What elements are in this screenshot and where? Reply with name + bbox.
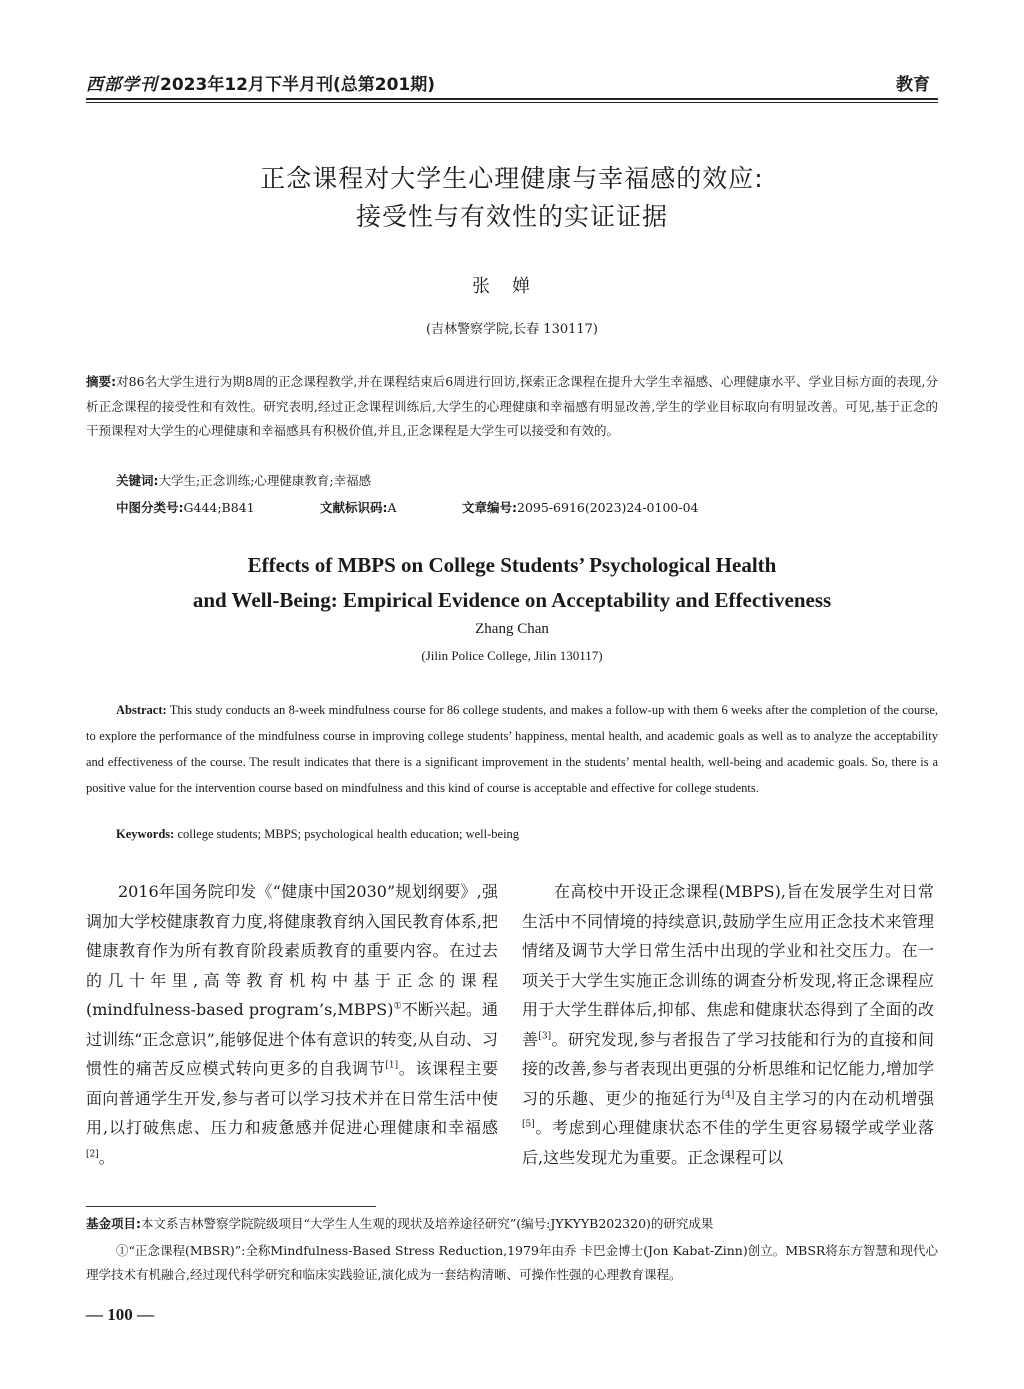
title-en-line2: and Well-Being: Empirical Evidence on Acceptability and Effectiveness	[192, 588, 832, 612]
citation-ref[interactable]: [2]	[86, 1149, 99, 1160]
article-label: 文章编号:	[462, 500, 517, 515]
keywords-en	[116, 827, 519, 842]
keywords-en-text: college students; MBPS; psychological health education; well-being	[177, 827, 520, 841]
document-code	[320, 498, 397, 516]
title-cn-line1: 正念课程对大学生心理健康与幸福感的效应:	[260, 164, 764, 193]
doc-label: 文献标识码:	[320, 500, 388, 515]
body-text: 及自主学习的内在动机增强	[734, 1088, 934, 1108]
body-text: 。	[98, 1147, 115, 1167]
journal-logo: 西部学刊	[86, 75, 158, 95]
clc-value: G444;B841	[183, 500, 255, 515]
abstract-cn-text: 对86名大学生进行为期8周的正念课程教学,并在课程结束后6周进行回访,探索正念课程在提升大学生幸福感、心理健康水平、学业目标方面的表现,分析正念课程的接受性和有效性。研究表明,经过正念课程训练后,大学生的心理健康和幸福感有明显改善,学生的学业目标取向有明显改善。可见,基于正念的干预课程对大学生的心理健康和幸福感具有积极价值,并且,正念课程是大学生可以接受和有效的。	[86, 374, 938, 438]
body-text: 在高校中开设正念课程(MBPS),旨在发展学生对日常生活中不同情境的持续意识,鼓励学生应用正念技术来管理情绪及调节大学日常生活中出现的学业和社交压力。在一项关于大学生实施正念训练的调查分析发现,将正念课程应用于大学生群体后,抑郁、焦虑和健康状态得到了全面的改善	[522, 882, 934, 1049]
page-number: — 100 —	[86, 1305, 154, 1324]
title-cn-line2: 接受性与有效性的实证证据	[355, 202, 668, 231]
body-text: 不断兴起。通过训练“正念意识”,能够促进个体有意识的转变,从自动、习惯性的痛苦反应模式转向更多的自我调节	[86, 1000, 498, 1078]
keywords-cn	[116, 471, 371, 489]
clc-number	[116, 498, 255, 516]
keywords-en-label: Keywords:	[116, 827, 175, 841]
footnote-marker[interactable]: ①	[393, 1001, 402, 1012]
abstract-cn-label: 摘要:	[86, 374, 117, 389]
citation-ref[interactable]: [3]	[538, 1031, 552, 1042]
header-divider-thin	[86, 102, 938, 103]
citation-ref[interactable]: [1]	[385, 1060, 399, 1071]
article-number	[462, 498, 698, 516]
affiliation-cn: (吉林警察学院,长春 130117)	[425, 322, 599, 337]
footnote-1: ①“正念课程(MBSR)”:全称Mindfulness-Based Stress Reduction,1979年由乔 卡巴金博士(Jon Kabat-Zinn)创立。MBSR将东方智慧和现代心理学技术有机融合,经过现代科学研究和临床实践验证,演化成为一套结构清晰、可操作性强的心理教育课程。	[86, 1243, 938, 1282]
keywords-cn-text: 大学生;正念训练;心理健康教育;幸福感	[158, 473, 372, 488]
header-divider	[86, 98, 938, 100]
body-text: 2016年国务院印发《“健康中国2030”规划纲要》,强调加大学校健康教育力度,将健康教育纳入国民教育体系,把健康教育作为所有教育阶段素质教育的重要内容。在过去的几十年里,高等教育机构中基于正念的课程(mindfulness-based program’s,MBPS)	[86, 882, 498, 1019]
affiliation-en: (Jilin Police College, Jilin 130117)	[421, 648, 603, 663]
body-text: 。考虑到心理健康状态不佳的学生更容易辍学或学业落后,这些发现尤为重要。正念课程可以	[522, 1118, 934, 1167]
doc-value: A	[387, 500, 397, 515]
citation-ref[interactable]: [5]	[522, 1119, 535, 1130]
abstract-en-label: Abstract:	[116, 703, 167, 717]
body-text: 。研究发现,参与者报告了学习技能和行为的直接和间接的改善,参与者表现出更强的分析思维和记忆能力,增加学习的乐趣、更少的拖延行为	[522, 1029, 934, 1108]
abstract-en	[86, 697, 938, 801]
fund-text: 本文系吉林警察学院院级项目“大学生人生观的现状及培养途径研究”(编号:JYKYYB202320)的研究成果	[141, 1216, 714, 1231]
citation-ref[interactable]: [4]	[721, 1090, 735, 1101]
section-label: 教育	[896, 75, 930, 95]
article-value: 2095-6916(2023)24-0100-04	[517, 500, 699, 515]
body-column-left	[86, 877, 498, 1172]
author-cn: 张婵	[472, 276, 552, 297]
journal-issue	[86, 70, 435, 95]
fund-label: 基金项目:	[86, 1216, 141, 1231]
fund-note	[86, 1214, 713, 1232]
title-en-line1: Effects of MBPS on College Students’ Psychological Health	[247, 553, 777, 577]
author-en: Zhang Chan	[475, 621, 549, 637]
footnote-divider	[86, 1206, 376, 1207]
body-column-right	[522, 877, 934, 1172]
body-text: 。该课程主要面向普通学生开发,参与者可以学习技术并在日常生活中使用,以打破焦虑、压力和疲惫感并促进心理健康和幸福感	[86, 1059, 498, 1137]
issue-text: 2023年12月下半月刊(总第201期)	[160, 75, 435, 95]
keywords-cn-label: 关键词:	[116, 473, 159, 488]
abstract-cn	[86, 370, 938, 444]
clc-label: 中图分类号:	[116, 500, 184, 515]
abstract-en-text: This study conducts an 8-week mindfulness course for 86 college students, and makes a follow-up with them 6 weeks after the completion of the course, to explore the performance of the mindfulness course in improving college students’ happiness, mental health, and academic goals as well as to analyze the acceptability and effectiveness of the course. The result indicates that there is a significant improvement in the students’ mental health, well-being and academic goals. So, there is a positive value for the intervention course based on mindfulness and this kind of course is acceptable and effective for college students.	[86, 703, 938, 795]
